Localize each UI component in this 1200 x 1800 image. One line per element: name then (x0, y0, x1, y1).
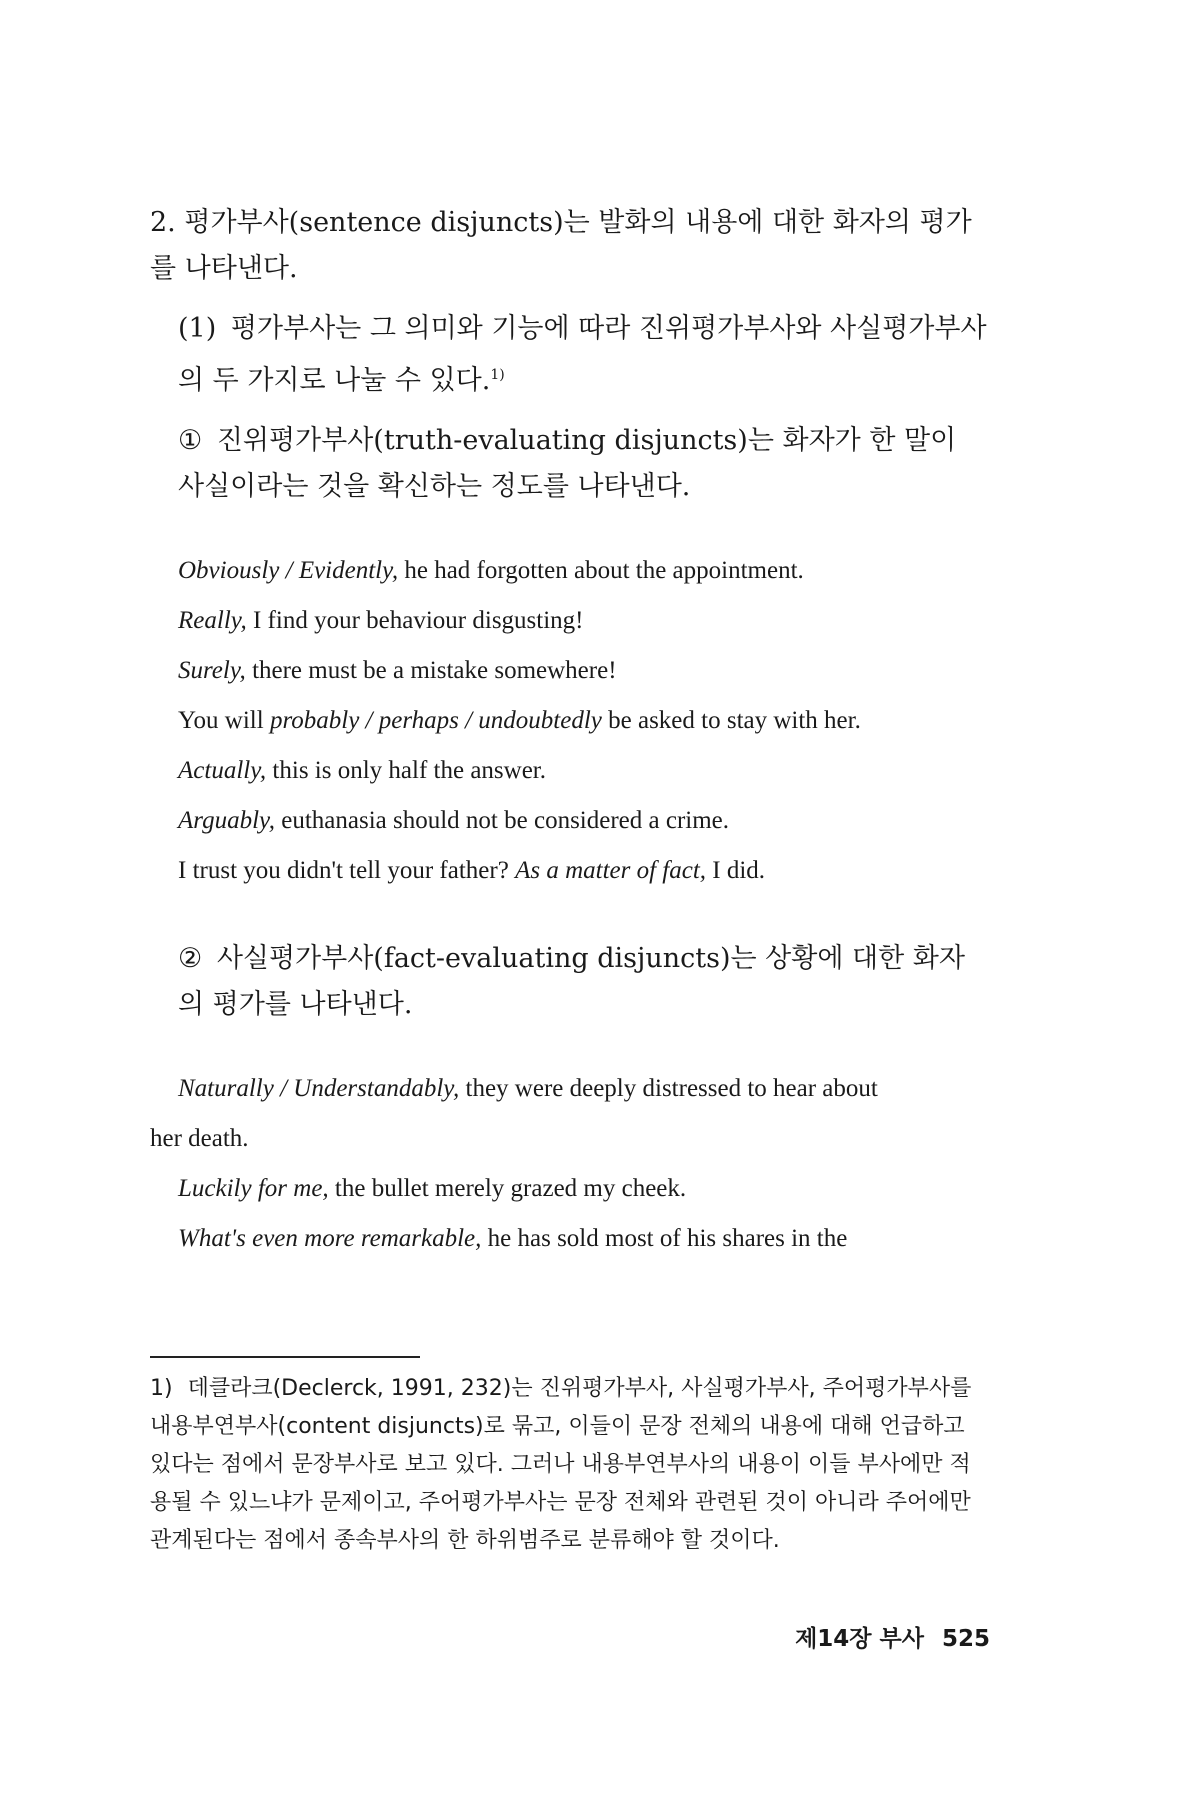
page-number: 525 (941, 1626, 990, 1652)
page-footer (785, 1620, 990, 1653)
example-continuation: her death. (150, 1125, 249, 1152)
subsection-number: (1) (178, 313, 217, 344)
chapter-label: 제14장 부사 (795, 1626, 924, 1652)
item1-text: 진위평가부사(truth-evaluating disjuncts)는 화자가 한 말이 사실이라는 것을 확신하는 정도를 나타낸다. (178, 425, 957, 502)
example-line: You will probably / perhaps / undoubtedly be asked to stay with her. (178, 707, 861, 734)
footnote (150, 1370, 990, 1560)
footnote-divider (150, 1356, 420, 1358)
section-text: 평가부사(sentence disjuncts)는 발화의 내용에 대한 화자의 평가를 나타낸다. (150, 207, 972, 284)
section-number: 2. (150, 207, 176, 238)
example-line: Naturally / Understandably, they were deeply distressed to hear about (178, 1075, 878, 1102)
page-body (150, 200, 990, 1264)
item2-text: 사실평가부사(fact-evaluating disjuncts)는 상황에 대한 화자의 평가를 나타낸다. (178, 943, 965, 1020)
example-line: What's even more remarkable, he has sold most of his shares in the (178, 1225, 848, 1252)
footnote-ref[interactable]: 1) (490, 367, 505, 383)
section-heading (150, 200, 990, 292)
item1-paragraph (150, 418, 990, 510)
footnote-mark: 1) (150, 1376, 173, 1401)
subsection-paragraph (150, 306, 990, 404)
example-line: Obviously / Evidently, he had forgotten about the appointment. (178, 557, 804, 584)
example-line: Luckily for me, the bullet merely grazed my cheek. (178, 1175, 687, 1202)
example-line: I trust you didn't tell your father? As a matter of fact, I did. (178, 857, 766, 884)
example-line: Actually, this is only half the answer. (178, 757, 546, 784)
item2-marker: ② (178, 943, 203, 974)
footnote-text: 데클라크(Declerck, 1991, 232)는 진위평가부사, 사실평가부사, 주어평가부사를 내용부연부사(content disjuncts)로 묶고, 이들이 문장 전체의 내용에 대해 언급하고 있다는 점에서 문장부사로 보고 있다. 그러나 내용부연부사의 내용이 이들 부사에만 적용될 수 있느냐가 문제이고, 주어평가부사는 문장 전체와 관련된 것이 아니라 주어에만 관계된다는 점에서 종속부사의 한 하위범주로 분류해야 할 것이다. (150, 1376, 972, 1553)
examples-fact-evaluating (150, 1064, 990, 1264)
item1-marker: ① (178, 425, 203, 456)
example-line: Really, I find your behaviour disgusting! (178, 607, 584, 634)
subsection-text: 평가부사는 그 의미와 기능에 따라 진위평가부사와 사실평가부사의 두 가지로 나눌 수 있다. (178, 313, 987, 396)
example-line: Surely, there must be a mistake somewhere! (178, 657, 617, 684)
examples-truth-evaluating (178, 546, 990, 896)
example-line: Arguably, euthanasia should not be considered a crime. (178, 807, 730, 834)
item2-paragraph (150, 936, 990, 1028)
